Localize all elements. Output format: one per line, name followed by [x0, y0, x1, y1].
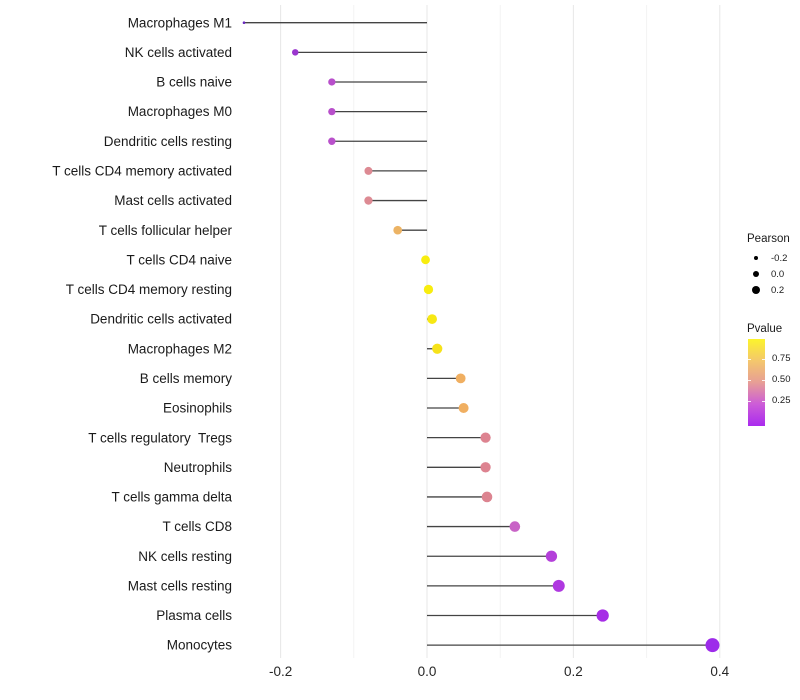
- y-axis-label: T cells gamma delta: [111, 489, 232, 505]
- y-axis-label: Macrophages M1: [127, 15, 232, 31]
- lollipop-dot: [480, 433, 490, 443]
- y-axis-label: NK cells activated: [124, 44, 232, 60]
- lollipop-dot: [459, 403, 469, 413]
- lollipop-dot: [546, 551, 557, 562]
- x-axis-tick-label: 0.4: [710, 664, 730, 679]
- x-axis-tick-label: 0.2: [564, 664, 583, 679]
- colorbar-tick: [748, 359, 751, 361]
- y-axis-label: T cells regulatory Tregs: [88, 430, 232, 446]
- y-axis-label: T cells follicular helper: [98, 222, 232, 238]
- lollipop-dot: [393, 226, 402, 235]
- x-axis-tick-label: 0.0: [417, 664, 437, 679]
- legend: [745, 233, 800, 429]
- colorbar-tick: [748, 380, 751, 382]
- colorbar-label: 0.75: [772, 353, 791, 364]
- y-axis-label: Mast cells activated: [114, 193, 232, 209]
- colorbar-label: 0.25: [772, 395, 791, 406]
- colorbar-tick: [762, 401, 765, 403]
- colorbar-tick: [748, 401, 751, 403]
- y-axis-label: Mast cells resting: [127, 578, 232, 594]
- lollipop-dot: [328, 78, 335, 85]
- lollipop-dot: [328, 138, 335, 145]
- colorbar-label: 0.50: [772, 374, 791, 385]
- x-axis-tick-label: -0.2: [268, 664, 293, 679]
- lollipop-dot: [328, 108, 335, 115]
- size-dot-medium: [753, 271, 760, 278]
- y-axis-label: B cells memory: [139, 370, 232, 386]
- y-axis-label: Dendritic cells resting: [103, 133, 232, 149]
- y-axis-label: NK cells resting: [138, 548, 232, 564]
- y-axis-label: Monocytes: [166, 637, 232, 653]
- lollipop-dot: [456, 373, 466, 383]
- size-dot-label: 0.0: [771, 268, 785, 280]
- lollipop-dot: [424, 285, 433, 294]
- lollipop-dot: [364, 196, 372, 204]
- pvalue-legend-title: Pvalue: [747, 323, 783, 335]
- lollipop-dot: [480, 462, 490, 472]
- y-axis-label: T cells CD4 naive: [126, 252, 232, 268]
- lollipop-dot: [510, 521, 521, 532]
- y-axis-label: B cells naive: [156, 74, 232, 90]
- lollipop-dot: [705, 638, 719, 652]
- lollipop-dot: [421, 255, 430, 264]
- lollipop-dot: [427, 314, 437, 324]
- pearson-legend-item: [745, 282, 800, 298]
- pearson-legend-item: [745, 266, 800, 282]
- y-axis-label: T cells CD8: [162, 519, 232, 535]
- y-axis-label: Macrophages M2: [127, 341, 232, 357]
- y-axis-label: Eosinophils: [162, 400, 232, 416]
- lollipop-dot: [482, 492, 493, 503]
- size-dot-large: [752, 286, 760, 294]
- pvalue-colorbar-wrap: [748, 339, 800, 429]
- y-axis-label: Neutrophils: [163, 459, 232, 475]
- colorbar-tick: [762, 380, 765, 382]
- lollipop-dot: [364, 167, 372, 175]
- y-axis-label: Plasma cells: [156, 608, 232, 624]
- lollipop-dot: [597, 609, 609, 621]
- pearson-legend-title: Pearson: [747, 233, 790, 245]
- y-axis-label: Dendritic cells activated: [90, 311, 232, 327]
- size-dot-small: [754, 256, 759, 261]
- lollipop-dot: [243, 21, 246, 24]
- y-axis-label: T cells CD4 memory activated: [52, 163, 232, 179]
- y-axis-label: T cells CD4 memory resting: [65, 282, 232, 298]
- y-axis-label: Macrophages M0: [127, 104, 232, 120]
- lollipop-dot: [292, 49, 299, 56]
- colorbar-tick: [762, 359, 765, 361]
- size-dot-label: -0.2: [771, 252, 788, 264]
- lollipop-dot: [553, 580, 565, 592]
- pvalue-gradient-bar: [748, 339, 765, 426]
- size-dot-label: 0.2: [771, 284, 785, 296]
- pearson-legend-item: [745, 250, 800, 266]
- lollipop-dot: [432, 344, 442, 354]
